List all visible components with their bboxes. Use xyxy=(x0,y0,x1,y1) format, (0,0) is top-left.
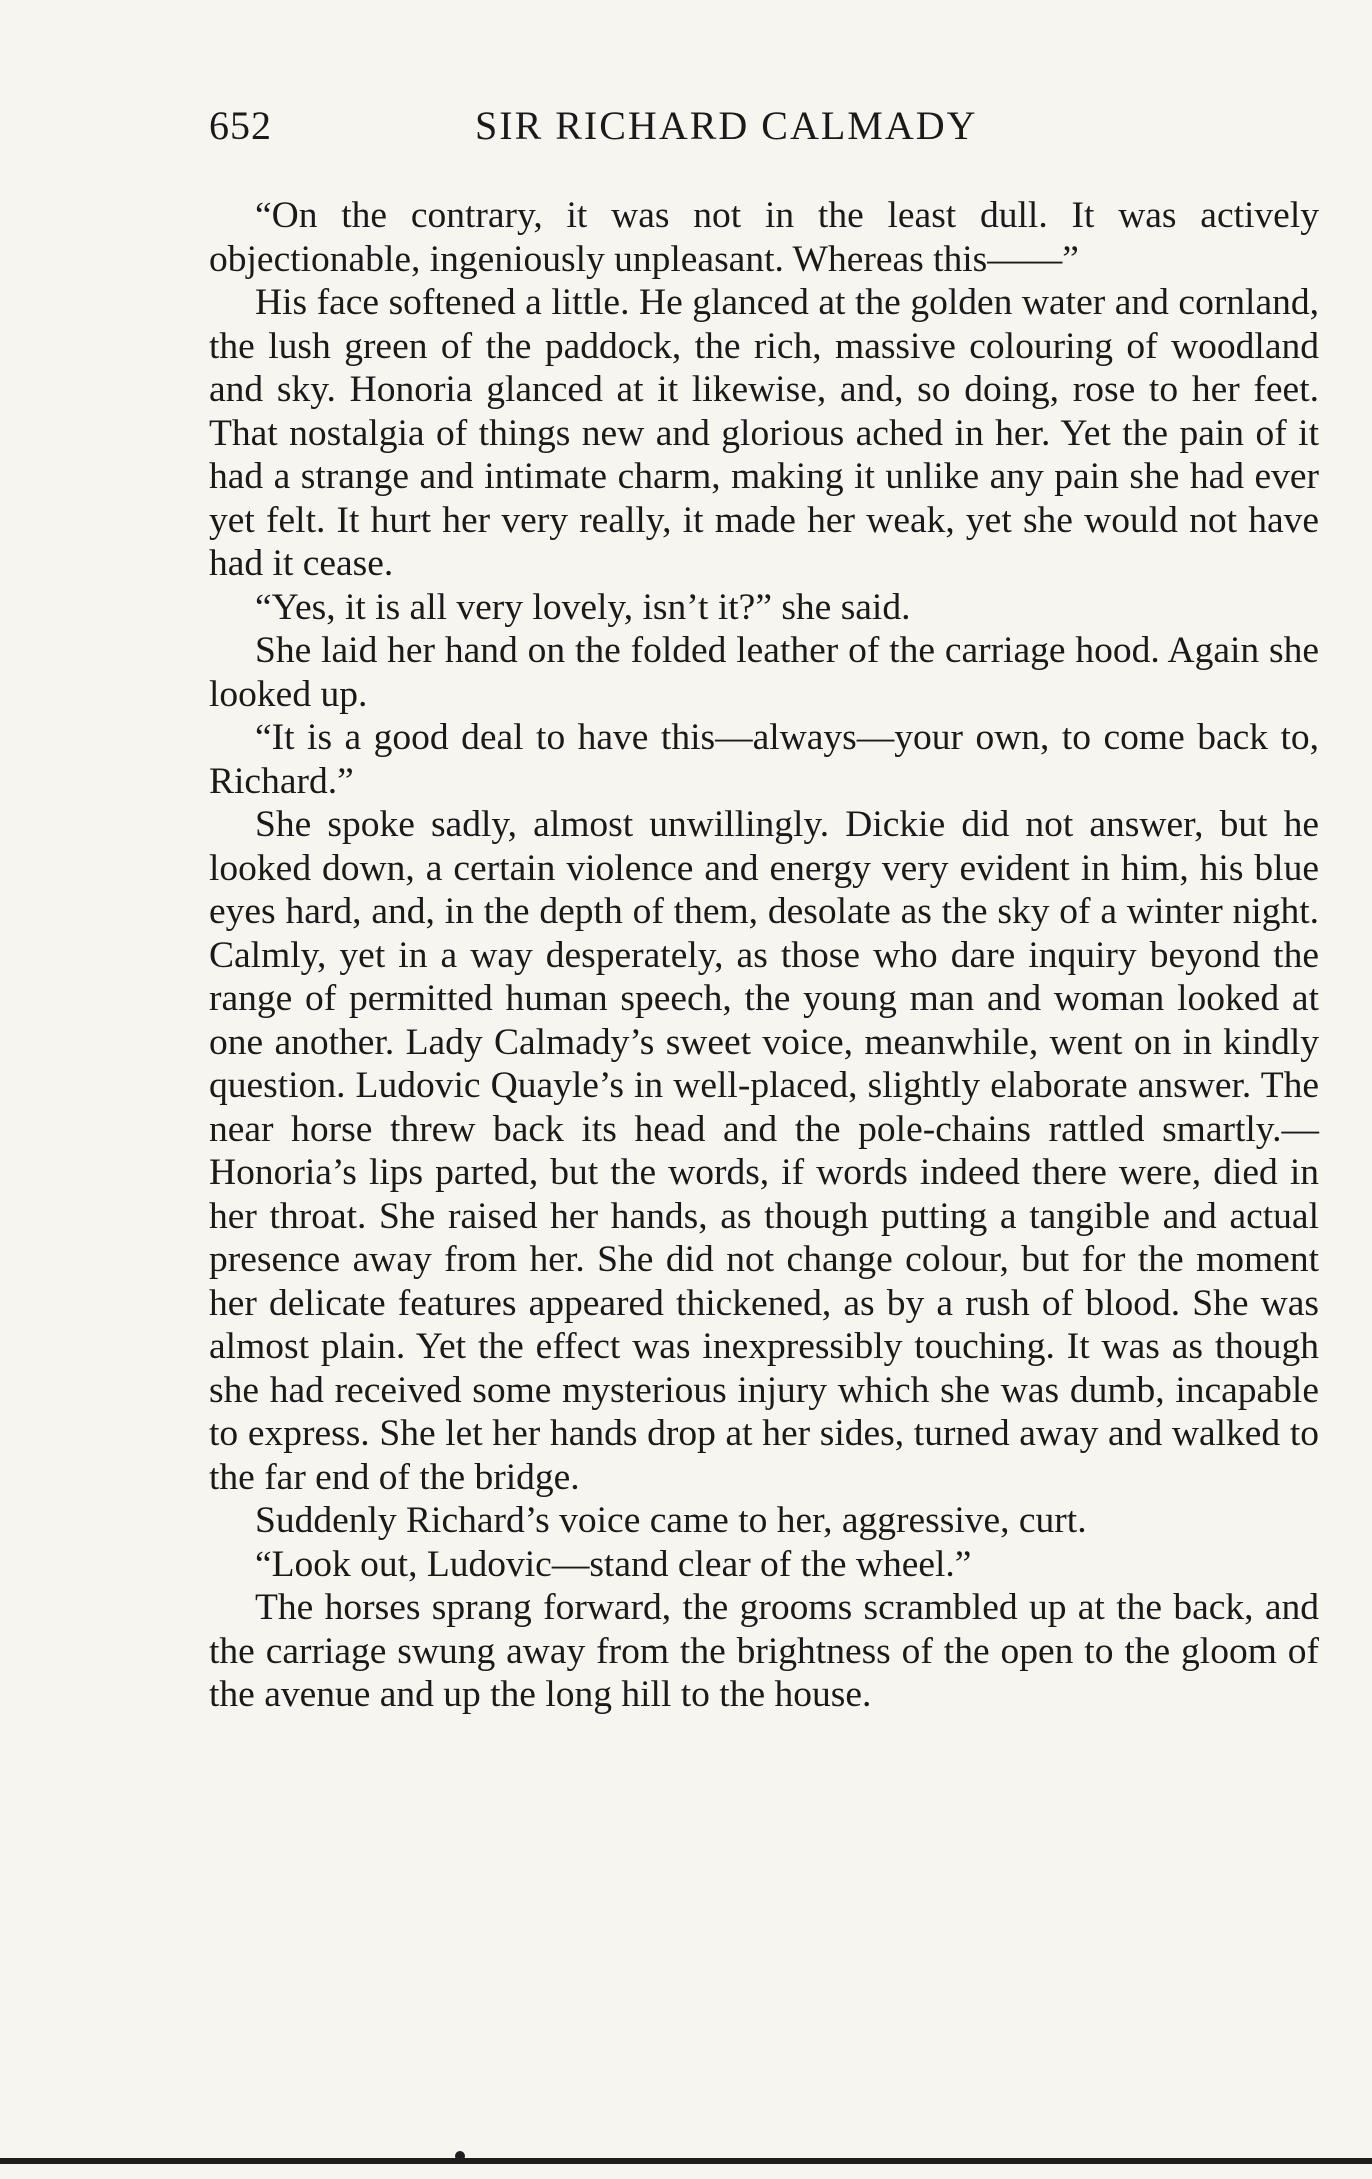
bottom-edge-rule xyxy=(0,2158,1372,2164)
paragraph: The horses sprang forward, the grooms scrambled up at the back, and the carriage swung away from the brightness of the open to the gloom of the avenue and up the long hill to the house. xyxy=(209,1587,1319,1715)
book-title: SIR RICHARD CALMADY xyxy=(475,103,978,148)
paragraph: His face softened a little. He glanced at the golden water and cornland, the lush green of the paddock, the rich, massive colouring of woodland and sky. Honoria glanced at it likewise, and, so doing, rose to her feet. That nostalgia of things new and glorious ached in her. Yet the pain of it had a strange and intimate charm, making it unlike any pain she had ever yet felt. It hurt her very really, it made her weak, yet she would not have had it cease. xyxy=(209,282,1319,584)
paragraph: “On the contrary, it was not in the least dull. It was actively objectionable, ingeniously unpleasant. Whereas this——” xyxy=(209,195,1319,280)
paragraph: Suddenly Richard’s voice came to her, aggressive, curt. xyxy=(255,1500,1087,1541)
page-number: 652 xyxy=(209,103,272,148)
running-head xyxy=(209,102,1319,158)
body-text xyxy=(209,194,1319,1717)
paragraph: “Yes, it is all very lovely, isn’t it?” she said. xyxy=(255,586,911,628)
paragraph: “It is a good deal to have this—always—your own, to come back to, Richard.” xyxy=(209,717,1319,802)
paragraph: “Look out, Ludovic—stand clear of the wheel.” xyxy=(255,1543,972,1585)
paragraph: She spoke sadly, almost unwillingly. Dickie did not answer, but he looked down, a certain violence and energy very evident in him, his blue eyes hard, and, in the depth of them, desolate as the sky of a winter night. Calmly, yet in a way desperately, as those who dare inquiry beyond the range of permitted human speech, the young man and woman looked at one another. Lady Calmady’s sweet voice, meanwhile, went on in kindly question. Ludovic Quayle’s in well-placed, slightly elaborate answer. The near horse threw back its head and the pole-chains rattled smartly.—Honoria’s lips parted, but the words, if words indeed there were, died in her throat. She raised her hands, as though putting a tangible and actual presence away from her. She did not change colour, but for the moment her delicate features appeared thickened, as by a rush of blood. She was almost plain. Yet the effect was inexpressibly touching. It was as though she had received some mysterious injury which she was dumb, incapable to express. She let her hands drop at her sides, turned away and walked to the far end of the bridge. xyxy=(209,804,1319,1498)
paragraph: She laid her hand on the folded leather of the carriage hood. Again she looked up. xyxy=(209,630,1319,715)
